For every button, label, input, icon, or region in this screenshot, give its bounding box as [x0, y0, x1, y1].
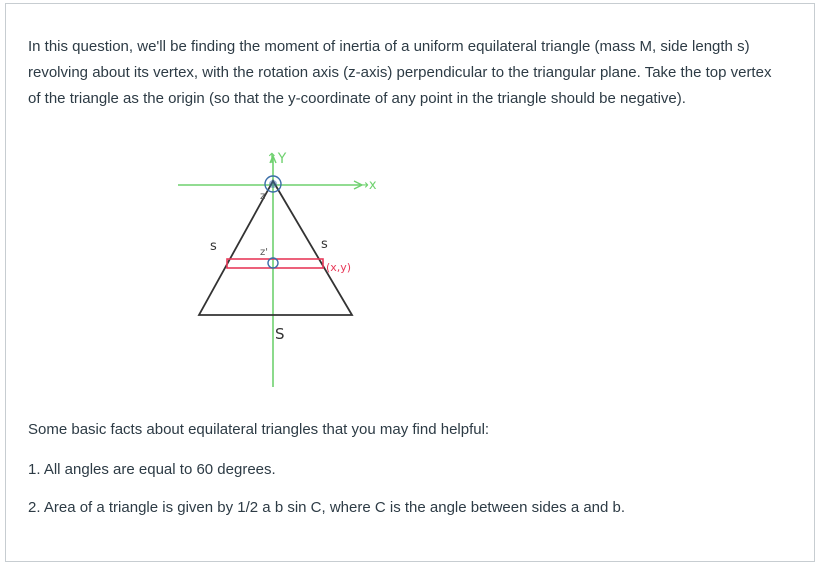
point-label: (x,y) — [326, 261, 352, 274]
equilateral-triangle — [199, 181, 352, 315]
mass-strip — [227, 259, 323, 268]
z-label-top: z — [260, 191, 266, 202]
x-axis-label: →x — [358, 178, 377, 193]
y-axis-label: ↑Y — [266, 151, 287, 167]
fact-item: 1. All angles are equal to 60 degrees. — [28, 461, 276, 478]
rotation-axis-top-inner — [269, 180, 277, 188]
base-label: S — [275, 325, 285, 343]
facts-intro-text: Some basic facts about equilateral triangles that you may find helpful: — [28, 421, 490, 438]
side-label-left: s — [210, 239, 217, 254]
z-label-mid: z' — [260, 247, 268, 258]
question-intro-text: In this question, we'll be finding the moment of inertia of a uniform equilateral triangle (mass M, side length s) revolving about its vertex, with the rotation axis (z-axis) perpendicular to the triangular plane. Take the top vertex of the triangle as the origin (so that the y-coordinate of any point in the triangle should be negative). — [28, 38, 772, 107]
question-card — [5, 3, 815, 562]
side-label-right: s — [321, 237, 328, 252]
fact-item: 2. Area of a triangle is given by 1/2 a b sin C, where C is the angle between sides a and b. — [28, 499, 626, 516]
triangle-diagram — [166, 147, 406, 392]
